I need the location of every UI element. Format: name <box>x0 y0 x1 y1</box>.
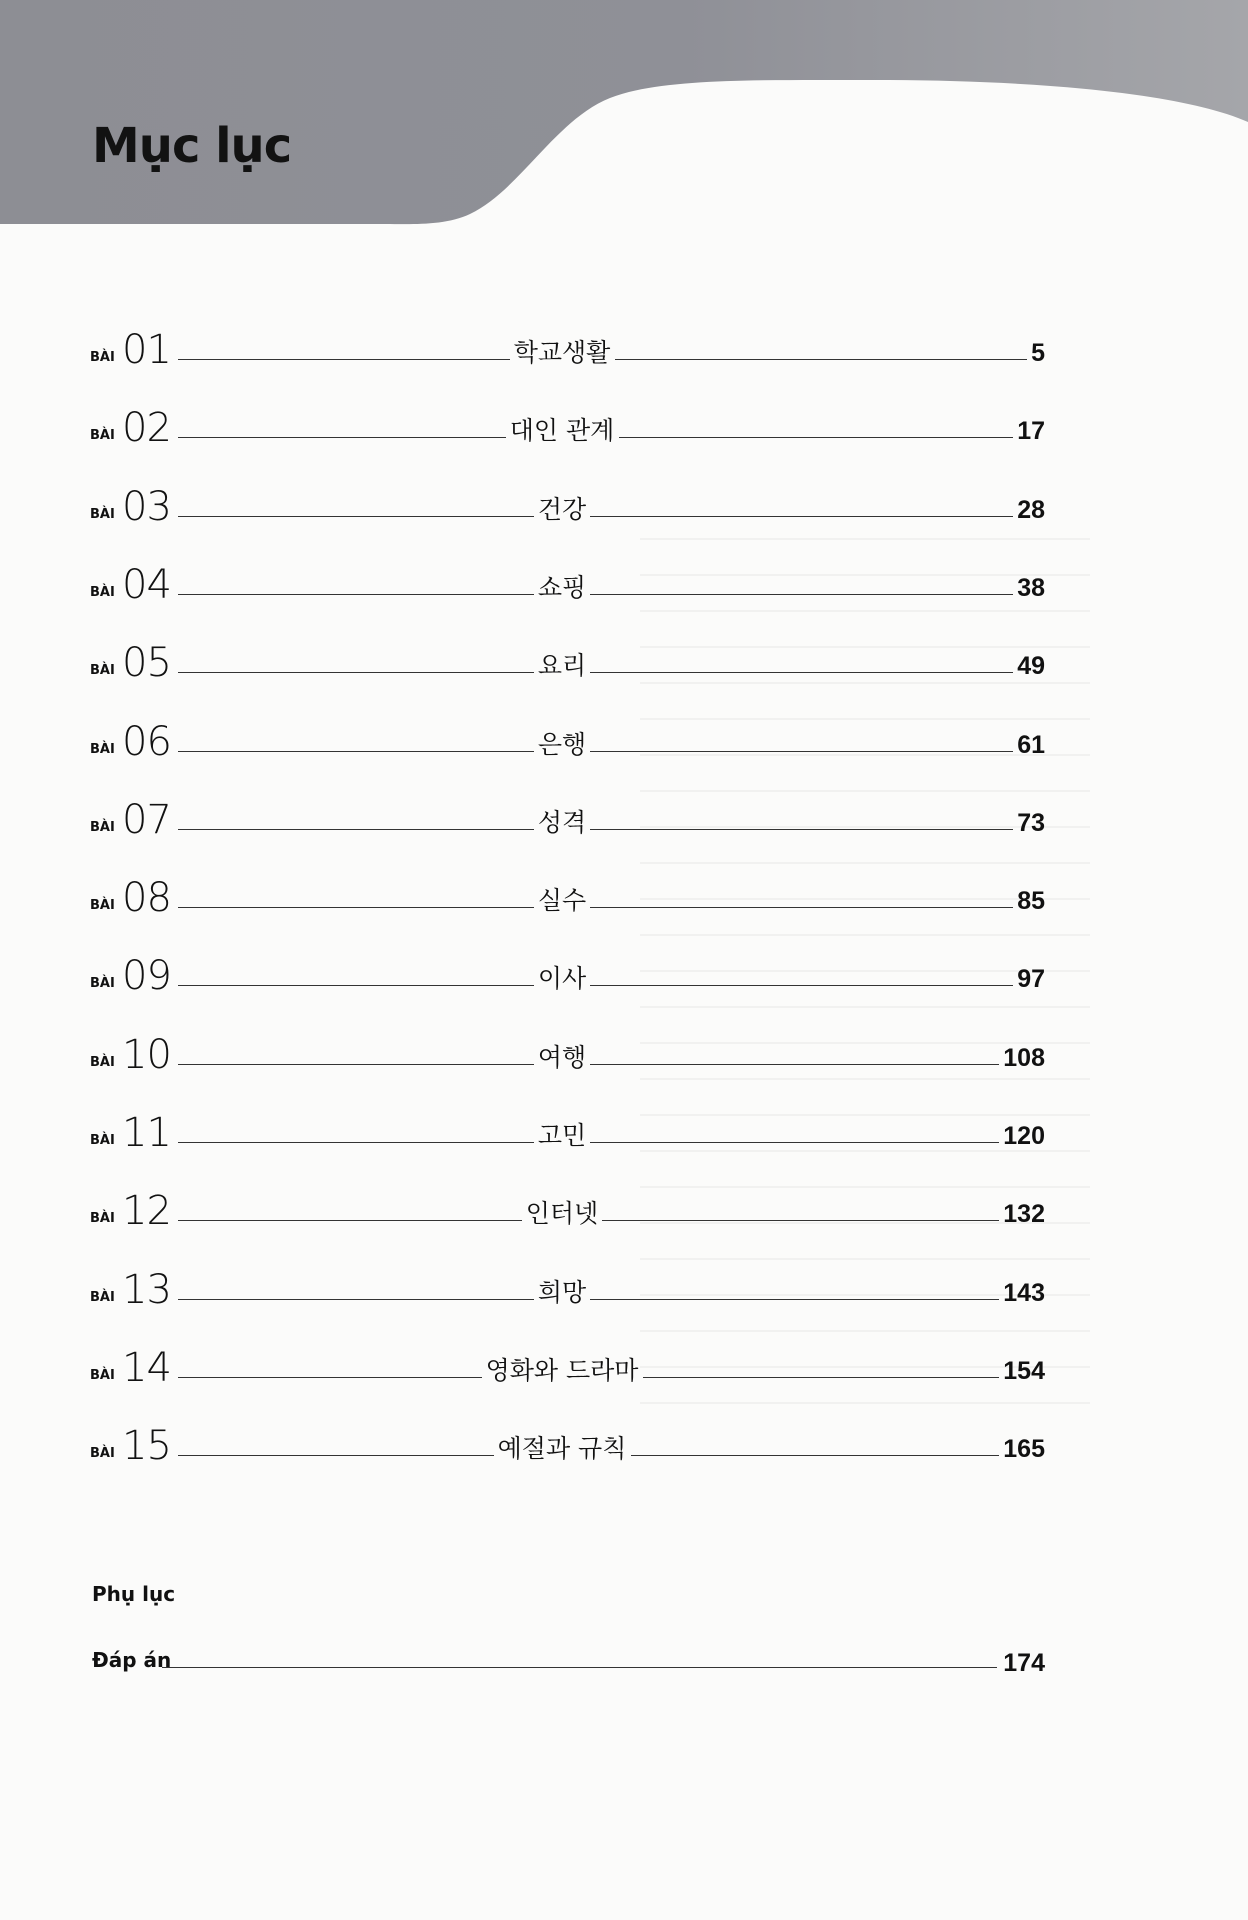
leader-line <box>162 1667 997 1668</box>
lesson-title: 쇼핑 <box>537 572 587 602</box>
leader-line-left <box>178 359 510 360</box>
leader-line-left <box>178 516 534 517</box>
toc-item-02[interactable] <box>90 388 1045 452</box>
lesson-number: 12 <box>122 1188 171 1235</box>
lesson-prefix: BÀI <box>90 663 115 679</box>
toc-item-10[interactable] <box>90 1015 1045 1078</box>
answer-row[interactable] <box>92 1632 1045 1680</box>
lesson-prefix: BÀI <box>90 1367 115 1383</box>
page-number: 143 <box>1003 1278 1045 1307</box>
lesson-number: 06 <box>122 718 171 765</box>
lesson-prefix: BÀI <box>90 1289 115 1305</box>
toc-item-08[interactable] <box>90 858 1045 922</box>
page-number: 61 <box>1017 730 1045 759</box>
leader-line-left <box>178 829 534 830</box>
toc-item-06[interactable] <box>90 702 1045 765</box>
leader-line-left <box>178 1299 534 1300</box>
lesson-title: 대인 관계 <box>509 416 615 446</box>
lesson-prefix: BÀI <box>90 1133 115 1148</box>
page-number: 49 <box>1017 652 1045 681</box>
leader-line-right <box>590 1064 999 1065</box>
lesson-title: 실수 <box>537 886 587 916</box>
lesson-title: 희망 <box>537 1277 587 1307</box>
lesson-prefix: BÀI <box>90 741 115 757</box>
lesson-title: 학교생활 <box>513 338 611 367</box>
page-number: 97 <box>1017 965 1045 994</box>
leader-line-left <box>178 751 534 752</box>
page-number: 5 <box>1031 339 1045 367</box>
leader-line-right <box>602 1220 999 1221</box>
page-number: 38 <box>1017 573 1045 602</box>
leader-line-right <box>590 594 1013 595</box>
page-number: 165 <box>1003 1435 1045 1464</box>
lesson-title: 인터넷 <box>525 1199 599 1229</box>
page-title: Mục lục <box>92 118 292 174</box>
toc-item-13[interactable] <box>90 1250 1045 1313</box>
answer-page-number: 174 <box>1003 1649 1045 1677</box>
toc-item-12[interactable] <box>90 1171 1045 1235</box>
page-number: 17 <box>1017 417 1045 446</box>
lesson-number: 14 <box>122 1344 171 1391</box>
lesson-title: 영화와 드라마 <box>485 1355 639 1385</box>
leader-line-right <box>615 359 1028 360</box>
leader-line-right <box>590 985 1013 986</box>
page-number: 154 <box>1003 1356 1045 1385</box>
lesson-prefix: BÀI <box>90 1054 115 1070</box>
leader-line-right <box>643 1377 1000 1378</box>
lesson-prefix: BÀI <box>90 584 115 600</box>
leader-line-right <box>631 1455 1000 1456</box>
lesson-number: 07 <box>122 796 171 843</box>
leader-line-left <box>178 1064 534 1065</box>
leader-line-right <box>590 1299 999 1300</box>
toc-item-01[interactable] <box>90 310 1045 373</box>
leader-line-left <box>178 672 534 673</box>
page-number: 85 <box>1017 887 1045 916</box>
leader-line-right <box>590 1142 999 1143</box>
lesson-title: 요리 <box>537 651 587 681</box>
toc-item-04[interactable] <box>90 545 1045 608</box>
page-number: 28 <box>1017 495 1045 524</box>
leader-line-left <box>178 1142 534 1143</box>
lesson-prefix: BÀI <box>90 898 115 914</box>
toc-item-09[interactable] <box>90 936 1045 1000</box>
lesson-number: 03 <box>122 483 171 530</box>
toc-item-07[interactable] <box>90 780 1045 843</box>
page-number: 120 <box>1003 1122 1045 1150</box>
lesson-title: 은행 <box>537 729 587 759</box>
lesson-title: 고민 <box>537 1121 587 1150</box>
page-number: 73 <box>1017 808 1045 837</box>
toc-item-14[interactable] <box>90 1328 1045 1391</box>
leader-line-right <box>590 672 1013 673</box>
lesson-number: 10 <box>122 1031 171 1078</box>
toc-item-05[interactable] <box>90 623 1045 687</box>
lesson-number: 01 <box>122 327 171 373</box>
lesson-title: 건강 <box>537 494 587 524</box>
lesson-title: 예절과 규칙 <box>497 1434 627 1464</box>
leader-line-left <box>178 1220 522 1221</box>
toc-item-03[interactable] <box>90 467 1045 530</box>
lesson-title: 이사 <box>537 964 587 994</box>
lesson-number: 02 <box>122 405 171 452</box>
lesson-number: 05 <box>122 640 171 687</box>
page-number: 132 <box>1003 1200 1045 1229</box>
lesson-number: 15 <box>122 1423 171 1470</box>
leader-line-right <box>590 907 1013 908</box>
lesson-prefix: BÀI <box>90 506 115 522</box>
lesson-number: 08 <box>122 875 171 922</box>
lesson-prefix: BÀI <box>90 1211 115 1227</box>
lesson-number: 13 <box>122 1266 171 1313</box>
lesson-prefix: BÀI <box>90 350 115 365</box>
page-number: 108 <box>1003 1043 1045 1072</box>
answer-label: Đáp án <box>92 1648 172 1672</box>
appendix-title: Phụ lục <box>92 1582 176 1606</box>
leader-line-left <box>178 907 534 908</box>
leader-line-right <box>590 516 1013 517</box>
leader-line-right <box>619 437 1014 438</box>
lesson-number: 09 <box>122 953 171 1000</box>
leader-line-right <box>590 829 1013 830</box>
lesson-prefix: BÀI <box>90 1446 115 1462</box>
lesson-number: 04 <box>122 561 171 608</box>
leader-line-left <box>178 1455 494 1456</box>
leader-line-left <box>178 1377 482 1378</box>
lesson-title: 여행 <box>537 1042 587 1072</box>
leader-line-left <box>178 985 534 986</box>
leader-line-left <box>178 437 506 438</box>
lesson-prefix: BÀI <box>90 428 115 444</box>
leader-line-left <box>178 594 534 595</box>
leader-line-right <box>590 751 1013 752</box>
lesson-number: 11 <box>122 1110 171 1156</box>
toc-item-15[interactable] <box>90 1406 1045 1470</box>
lesson-title: 성격 <box>537 807 587 837</box>
lesson-prefix: BÀI <box>90 819 115 835</box>
lesson-prefix: BÀI <box>90 976 115 992</box>
toc-item-11[interactable] <box>90 1093 1045 1156</box>
